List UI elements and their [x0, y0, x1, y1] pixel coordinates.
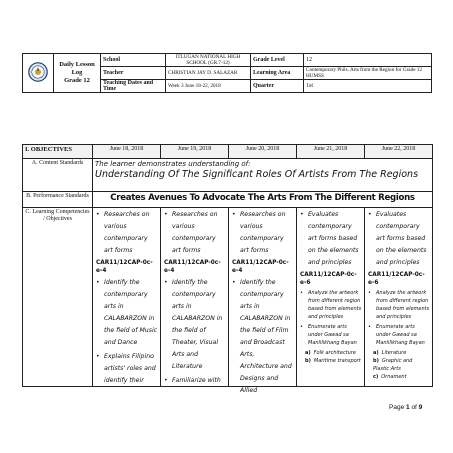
header-table: [22, 53, 432, 93]
competencies-label: C. Learning Competencies / Objectives: [23, 208, 93, 387]
list-item: • Analyze the artwork from different region based from elements and principles: [376, 289, 430, 321]
content-standards-label: A. Content Standards: [23, 159, 93, 192]
list-item: • Researches on various contemporary art forms: [240, 209, 294, 257]
competency-code: CAR11/12CAP-0c-e-6: [368, 272, 425, 286]
sub-item-text: Folk architecture: [313, 350, 356, 356]
seal-icon: [28, 62, 48, 82]
list-item: • Identify the contemporary arts in CALABARZON in the field of Film and Broadcast Arts, Architecture and Designs and Allied: [240, 277, 294, 397]
competency-code: CAR11/12CAP-0c-e-6: [300, 272, 357, 286]
performance-standards-label: B. Performance Standards: [23, 192, 93, 208]
list-item: • Enumerate arts under Gawad sa Manlilikhang Bayan: [376, 323, 430, 347]
competency-code: CAR11/12CAP-0c-e-4: [96, 260, 153, 274]
objectives-table: [22, 144, 433, 394]
quarter-label: Quarter: [251, 80, 304, 93]
teaching-dates-label: Teaching Dates and Time: [101, 80, 166, 93]
sub-item-text: Maritime transport: [313, 358, 361, 364]
content-standards-text: [93, 159, 433, 192]
doc-title-line-2: Log: [71, 69, 83, 76]
grade-level-value: 12: [304, 54, 432, 67]
objectives-heading: I. OBJECTIVES: [23, 145, 93, 159]
sub-item: [367, 357, 430, 373]
sub-marker: a): [305, 350, 311, 356]
deped-seal-logo: [23, 54, 54, 93]
sub-item: [299, 349, 362, 357]
list-item: • Analyze the artwork from different region based from elements and principles: [308, 289, 362, 321]
teaching-dates-value: Week 3 June 18-22, 2018: [166, 80, 251, 93]
list-item: • Researches on various contemporary art forms: [104, 209, 158, 257]
sub-item-text: Literature: [381, 350, 407, 356]
day-3-date: June 20, 2018: [229, 145, 297, 159]
content-standards-main: Understanding Of The Significant Roles Of Artists From The Regions: [95, 169, 419, 180]
teacher-value: CHRISTIAN JAY D. SALAZAR: [166, 67, 251, 80]
sub-item: [367, 349, 430, 357]
competencies-day-4: [297, 208, 365, 387]
competencies-day-3: [229, 208, 297, 394]
day-5-date: June 22, 2018: [365, 145, 433, 159]
sub-item: [367, 373, 430, 381]
list-item: • Explains Filipino artists' roles and identify their: [104, 351, 158, 387]
page-number: [389, 404, 422, 411]
doc-title-line-1: Daily Lesson: [59, 61, 95, 68]
learning-area-label: Learning Area: [251, 67, 304, 80]
doc-title-line-3: Grade 12: [64, 77, 90, 84]
competency-code: CAR11/12CAP-0c-e-4: [232, 260, 289, 274]
grade-level-label: Grade Level: [251, 54, 304, 67]
day-1-date: June 18, 2018: [93, 145, 161, 159]
list-item: • Enumerate arts under Gawad sa Manlilikhang Bayan: [308, 323, 362, 347]
day-4-date: June 21, 2018: [297, 145, 365, 159]
page-current: 1: [406, 404, 410, 411]
competencies-row: [23, 208, 433, 387]
sub-marker: b): [305, 358, 311, 364]
sub-marker: a): [373, 350, 379, 356]
list-item: • Researches on various contemporary art forms: [172, 209, 226, 257]
learning-area-value: Contemporary Phils. Arts from the Region for Grade 12 HUMSS: [304, 67, 432, 80]
sub-item-text: Ornament: [381, 374, 407, 380]
competencies-day-1: [93, 208, 161, 387]
quarter-value: 1st: [304, 80, 432, 93]
sub-item: [299, 357, 362, 365]
school-label: School: [101, 54, 166, 67]
competencies-day-2: [161, 208, 229, 387]
page-total: 9: [418, 404, 423, 411]
page-of: of: [411, 404, 417, 411]
competency-code: CAR11/12CAP-0c-e-4: [164, 260, 221, 274]
performance-standards-text: Creates Avenues To Advocate The Arts From The Different Regions: [93, 192, 433, 208]
teacher-label: Teacher: [101, 67, 166, 80]
performance-standards-row: [23, 192, 433, 208]
doc-title: [54, 54, 101, 93]
list-item: • Evaluates contemporary art forms based on the elements and principles: [308, 209, 362, 269]
list-item: • Identify the contemporary arts in CALABARZON in the field of Music and Dance: [104, 277, 158, 349]
list-item: • Identify the contemporary arts in CALABARZON in the field of Theater, Visual Arts and Literature: [172, 277, 226, 373]
list-item: • Familiarize with: [172, 375, 226, 387]
content-standards-row: [23, 159, 433, 192]
sub-marker: b): [373, 358, 379, 364]
sub-marker: c): [373, 374, 379, 380]
competencies-day-5: [365, 208, 433, 387]
sub-item-text: Graphic and Plastic Arts: [373, 358, 413, 372]
content-standards-intro: The learner demonstrates understanding of:: [95, 160, 251, 168]
day-2-date: June 19, 2018: [161, 145, 229, 159]
objectives-header-row: [23, 145, 433, 159]
list-item: • Evaluates contemporary art forms based on the elements and principles: [376, 209, 430, 269]
page-label: Page: [389, 404, 405, 411]
school-value: ITLUGAN NATIONAL HIGH SCHOOL (GR.7-12): [166, 54, 251, 67]
